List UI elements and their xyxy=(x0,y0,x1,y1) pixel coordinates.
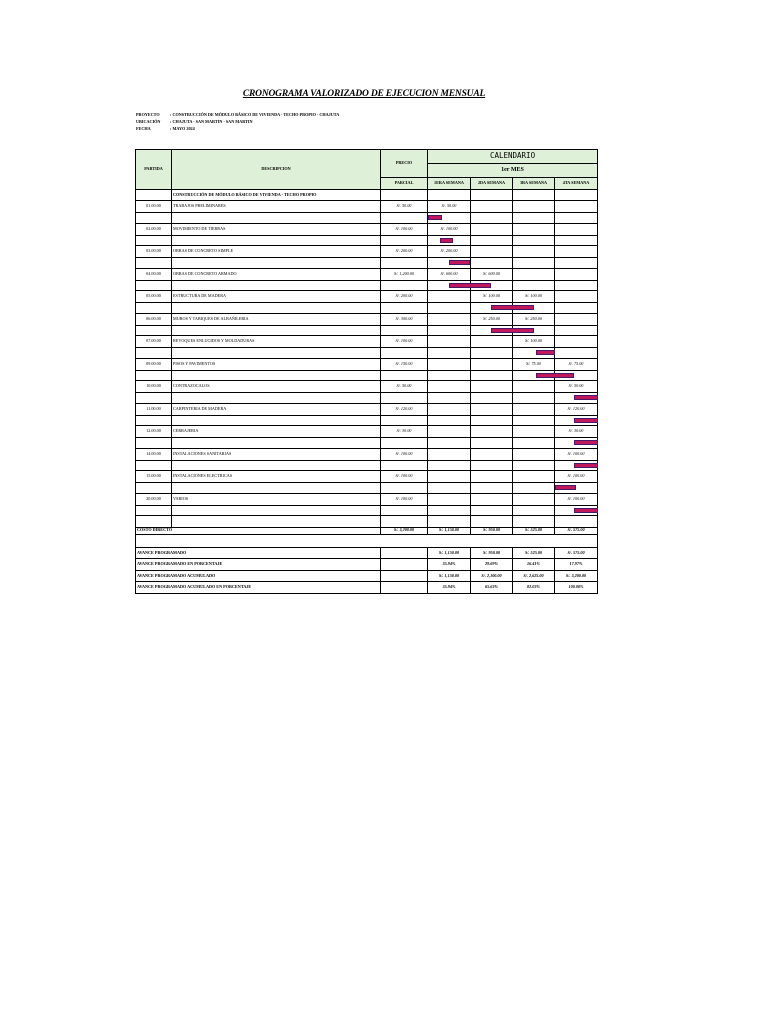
summary-week-value: 29.69% xyxy=(471,559,513,571)
summary-week-value: 35.94% xyxy=(428,559,471,571)
gantt-bar xyxy=(491,305,534,310)
header-mes: 1er MES xyxy=(428,164,598,178)
week-amount xyxy=(428,336,471,348)
gantt-cell xyxy=(136,235,172,246)
summary-week-value: S/. 2,100.00 xyxy=(471,570,513,582)
section-title: CONSTRUCCIÓN DE MÓDULO BÁSICO DE VIVIENDA - TECHO PROPIO xyxy=(172,189,381,201)
week-amount: S/. 100.00 xyxy=(555,448,598,460)
week-amount: S/. 600.00 xyxy=(428,268,471,280)
gantt-cell xyxy=(381,325,428,336)
gantt-cell xyxy=(428,415,471,426)
partida-parcial: S/. 100.00 xyxy=(381,471,428,483)
week-amount xyxy=(555,268,598,280)
gantt-cell xyxy=(471,213,513,224)
gantt-bar xyxy=(440,238,453,243)
summary-row xyxy=(136,582,598,594)
week-amount: S/. 100.00 xyxy=(428,223,471,235)
gantt-cell xyxy=(471,393,513,404)
header-partida: PARTIDA xyxy=(136,150,172,190)
gantt-cell xyxy=(513,280,555,291)
info-value: : MAYO 2024 xyxy=(170,126,195,131)
table-row xyxy=(136,268,598,280)
blank-row xyxy=(136,516,598,528)
costo-directo-label: COSTO DIRECTO xyxy=(136,527,381,534)
table-row xyxy=(136,291,598,303)
gantt-cell xyxy=(428,483,471,494)
gantt-cell xyxy=(471,438,513,449)
week-amount: S/. 120.00 xyxy=(555,403,598,415)
gantt-cell xyxy=(381,483,428,494)
week-amount xyxy=(428,358,471,370)
gantt-cell xyxy=(136,280,172,291)
gantt-cell xyxy=(172,415,381,426)
partida-description: VARIOS xyxy=(172,493,381,505)
partida-description: TRABAJOS PRELIMINARES xyxy=(172,201,381,213)
partida-code: 07.00.00 xyxy=(136,336,172,348)
gantt-bar xyxy=(574,440,597,445)
header-week-2: 2DA SEMANA xyxy=(471,178,513,190)
gantt-cell xyxy=(136,348,172,359)
week-amount: S/. 75.00 xyxy=(555,358,598,370)
info-row-ubicacion xyxy=(136,118,339,125)
gantt-cell xyxy=(428,438,471,449)
partida-code: 10.00.00 xyxy=(136,381,172,393)
partida-description: OBRAS DE CONCRETO SIMPLE xyxy=(172,246,381,258)
gantt-cell xyxy=(381,235,428,246)
week-amount xyxy=(513,268,555,280)
partida-code: 04.00.00 xyxy=(136,268,172,280)
gantt-bar xyxy=(449,283,492,288)
summary-row xyxy=(136,547,598,559)
gantt-row xyxy=(136,505,598,516)
partida-code: 09.00.00 xyxy=(136,358,172,370)
partida-parcial: S/. 50.00 xyxy=(381,381,428,393)
costo-directo-week: S/. 1,150.00 xyxy=(428,527,471,534)
summary-label: AVANCE PROGRAMADO EN PORCENTAJE xyxy=(136,559,381,571)
summary-label: AVANCE PROGRAMADO xyxy=(136,547,381,559)
header-week-3: 3RA SEMANA xyxy=(513,178,555,190)
summary-label: AVANCE PROGRAMADO ACUMULADO xyxy=(136,570,381,582)
week-amount xyxy=(555,246,598,258)
partida-parcial: S/. 120.00 xyxy=(381,403,428,415)
header-calendario: CALENDARIO xyxy=(428,150,598,164)
summary-week-value: 17.97% xyxy=(555,559,598,571)
summary-week-value: S/. 525.00 xyxy=(513,547,555,559)
gantt-row xyxy=(136,213,598,224)
partida-parcial: S/. 100.00 xyxy=(381,448,428,460)
partida-parcial: S/. 100.00 xyxy=(381,223,428,235)
gantt-cell xyxy=(136,303,172,314)
summary-week-value: 100.00% xyxy=(555,582,598,594)
partida-code: 06.00.00 xyxy=(136,313,172,325)
gantt-bar xyxy=(574,395,597,400)
gantt-cell xyxy=(172,483,381,494)
gantt-cell xyxy=(136,213,172,224)
week-amount: S/. 75.00 xyxy=(513,358,555,370)
summary-week-value: 82.03% xyxy=(513,582,555,594)
gantt-cell xyxy=(471,415,513,426)
empty-cell xyxy=(381,516,428,528)
empty-cell xyxy=(136,516,172,528)
partida-description: MUROS Y TABIQUES DE ALBAÑILERIA xyxy=(172,313,381,325)
gantt-cell xyxy=(172,235,381,246)
info-label: FECHA xyxy=(136,126,151,131)
week-amount xyxy=(555,336,598,348)
gantt-row xyxy=(136,483,598,494)
week-amount xyxy=(471,448,513,460)
gantt-cell xyxy=(136,415,172,426)
empty-cell xyxy=(513,189,555,201)
week-amount xyxy=(428,471,471,483)
summary-week-value: S/. 950.00 xyxy=(471,547,513,559)
gantt-cell xyxy=(471,370,513,381)
partida-parcial: S/. 300.00 xyxy=(381,313,428,325)
week-amount xyxy=(471,201,513,213)
gantt-cell xyxy=(136,258,172,269)
gantt-bar xyxy=(491,328,534,333)
gantt-cell xyxy=(513,393,555,404)
week-amount xyxy=(513,448,555,460)
week-amount xyxy=(555,313,598,325)
gantt-cell xyxy=(136,325,172,336)
week-amount xyxy=(471,403,513,415)
empty-cell xyxy=(471,516,513,528)
table-row xyxy=(136,246,598,258)
week-amount xyxy=(428,403,471,415)
summary-label: AVANCE PROGRAMADO ACUMULADO EN PORCENTAJE xyxy=(136,582,381,594)
partida-parcial: S/. 30.00 xyxy=(381,426,428,438)
empty-cell xyxy=(555,189,598,201)
partida-description: CONTRAZOCALOS xyxy=(172,381,381,393)
gantt-bar xyxy=(428,215,443,220)
gantt-bar xyxy=(555,485,576,490)
gantt-cell xyxy=(381,348,428,359)
summary-week-value: S/. 575.00 xyxy=(555,547,598,559)
partida-parcial: S/. 100.00 xyxy=(381,493,428,505)
gantt-cell xyxy=(381,415,428,426)
gantt-cell xyxy=(172,505,381,516)
week-amount xyxy=(471,223,513,235)
table-row xyxy=(136,403,598,415)
gantt-cell xyxy=(136,505,172,516)
summary-week-value: S/. 3,200.00 xyxy=(555,570,598,582)
gantt-cell xyxy=(172,348,381,359)
week-amount xyxy=(471,426,513,438)
week-amount xyxy=(513,493,555,505)
gantt-row xyxy=(136,438,598,449)
table-row xyxy=(136,426,598,438)
gantt-cell xyxy=(555,325,598,336)
empty-cell xyxy=(555,516,598,528)
week-amount: S/. 250.00 xyxy=(471,313,513,325)
info-label: UBICACIÓN xyxy=(136,119,161,124)
gantt-row xyxy=(136,280,598,291)
project-info xyxy=(136,111,339,132)
gantt-cell xyxy=(513,460,555,471)
gantt-cell xyxy=(172,325,381,336)
summary-row xyxy=(136,559,598,571)
week-amount xyxy=(428,291,471,303)
gantt-cell xyxy=(172,213,381,224)
partida-code: 03.00.00 xyxy=(136,246,172,258)
partida-parcial: S/. 200.00 xyxy=(381,246,428,258)
partida-code: 01.00.00 xyxy=(136,201,172,213)
week-amount xyxy=(513,381,555,393)
info-label: PROYECTO xyxy=(136,112,160,117)
gantt-cell xyxy=(513,258,555,269)
gantt-cell xyxy=(172,370,381,381)
week-amount xyxy=(428,381,471,393)
gantt-row xyxy=(136,393,598,404)
gantt-cell xyxy=(381,438,428,449)
gantt-row xyxy=(136,348,598,359)
partida-parcial: S/. 100.00 xyxy=(381,336,428,348)
summary-week-value: S/. 1,150.00 xyxy=(428,570,471,582)
info-value: : CONSTRUCCIÓN DE MÓDULO BÁSICO DE VIVIENDA - TECHO PROPIO - CHAJUTA xyxy=(170,112,340,117)
partida-description: ESTRUCTURA DE MADERA xyxy=(172,291,381,303)
empty-cell xyxy=(428,189,471,201)
table-row xyxy=(136,471,598,483)
week-amount xyxy=(471,358,513,370)
partida-code: 14.00.00 xyxy=(136,448,172,460)
gantt-cell xyxy=(555,280,598,291)
week-amount xyxy=(555,223,598,235)
empty-cell xyxy=(172,516,381,528)
gantt-cell xyxy=(471,483,513,494)
gantt-cell xyxy=(428,505,471,516)
gantt-bar xyxy=(449,260,470,265)
gantt-cell xyxy=(471,348,513,359)
empty-cell xyxy=(381,570,428,582)
partida-code: 11.00.00 xyxy=(136,403,172,415)
gantt-cell xyxy=(136,438,172,449)
info-value: : CHAJUTA - SAN MARTIN - SAN MARTIN xyxy=(170,119,253,124)
empty-cell xyxy=(513,516,555,528)
partida-parcial: S/. 150.00 xyxy=(381,358,428,370)
week-amount xyxy=(428,448,471,460)
empty-cell xyxy=(381,559,428,571)
gantt-cell xyxy=(513,235,555,246)
gantt-cell xyxy=(381,370,428,381)
gantt-cell xyxy=(172,393,381,404)
gantt-cell xyxy=(513,213,555,224)
section-code-cell xyxy=(136,189,172,201)
costo-directo-week: S/. 525.00 xyxy=(513,527,555,534)
gantt-row xyxy=(136,235,598,246)
gantt-bar xyxy=(536,350,555,355)
partida-description: INSTALACIONES ELECTRICAS xyxy=(172,471,381,483)
gantt-cell xyxy=(428,393,471,404)
week-amount xyxy=(555,291,598,303)
gantt-cell xyxy=(471,258,513,269)
partida-code: 15.00.00 xyxy=(136,471,172,483)
partida-description: PISOS Y PAVIMENTOS xyxy=(172,358,381,370)
spacer-row xyxy=(136,534,598,547)
partida-description: CERRAJERIA xyxy=(172,426,381,438)
gantt-cell xyxy=(381,258,428,269)
gantt-cell xyxy=(381,393,428,404)
gantt-cell xyxy=(136,460,172,471)
gantt-cell xyxy=(513,505,555,516)
gantt-cell xyxy=(428,370,471,381)
week-amount: S/. 100.00 xyxy=(513,336,555,348)
header-week-1: 1ERA SEMANA xyxy=(428,178,471,190)
partida-parcial: S/. 200.00 xyxy=(381,291,428,303)
summary-week-value: S/. 2,625.00 xyxy=(513,570,555,582)
week-amount xyxy=(513,223,555,235)
schedule-grid xyxy=(135,149,597,589)
gantt-row xyxy=(136,460,598,471)
summary-week-value: S/. 1,150.00 xyxy=(428,547,471,559)
week-amount xyxy=(471,471,513,483)
week-amount xyxy=(428,426,471,438)
info-row-proyecto xyxy=(136,111,339,118)
week-amount xyxy=(471,336,513,348)
gantt-cell xyxy=(381,303,428,314)
table-row xyxy=(136,223,598,235)
info-row-fecha xyxy=(136,125,339,132)
partida-description: OBRAS DE CONCRETO ARMADO xyxy=(172,268,381,280)
gantt-row xyxy=(136,415,598,426)
partida-code: 12.00.00 xyxy=(136,426,172,438)
partida-code: 20.00.00 xyxy=(136,493,172,505)
gantt-cell xyxy=(513,415,555,426)
week-amount xyxy=(513,426,555,438)
week-amount: S/. 100.00 xyxy=(555,471,598,483)
header-parcial: PARCIAL xyxy=(381,178,428,190)
gantt-bar xyxy=(574,508,597,513)
gantt-row xyxy=(136,258,598,269)
empty-cell xyxy=(381,582,428,594)
gantt-bar xyxy=(574,463,597,468)
week-amount: S/. 30.00 xyxy=(555,426,598,438)
gantt-cell xyxy=(172,460,381,471)
week-amount: S/. 50.00 xyxy=(555,381,598,393)
gantt-bar xyxy=(574,418,597,423)
gantt-cell xyxy=(555,348,598,359)
gantt-cell xyxy=(428,303,471,314)
costo-directo-week: S/. 950.00 xyxy=(471,527,513,534)
summary-week-value: 16.41% xyxy=(513,559,555,571)
empty-cell xyxy=(471,189,513,201)
week-amount xyxy=(471,381,513,393)
gantt-cell xyxy=(172,438,381,449)
table-row xyxy=(136,358,598,370)
gantt-cell xyxy=(381,460,428,471)
gantt-cell xyxy=(513,438,555,449)
week-amount: S/. 50.00 xyxy=(428,201,471,213)
gantt-cell xyxy=(136,483,172,494)
week-amount xyxy=(471,493,513,505)
costo-directo-row xyxy=(136,527,598,534)
gantt-cell xyxy=(471,460,513,471)
table-row xyxy=(136,448,598,460)
header-precio: PRECIO xyxy=(381,150,428,178)
gantt-row xyxy=(136,370,598,381)
partida-description: CARPINTERIA DE MADERA xyxy=(172,403,381,415)
week-amount xyxy=(428,493,471,505)
week-amount xyxy=(555,201,598,213)
partida-description: MOVIMIENTO DE TIERRAS xyxy=(172,223,381,235)
week-amount: S/. 600.00 xyxy=(471,268,513,280)
gantt-cell xyxy=(513,483,555,494)
summary-week-value: 35.94% xyxy=(428,582,471,594)
spacer-cell xyxy=(136,534,598,547)
week-amount xyxy=(428,313,471,325)
week-amount xyxy=(513,246,555,258)
week-amount: S/. 100.00 xyxy=(555,493,598,505)
gantt-cell xyxy=(172,258,381,269)
partida-code: 02.00.00 xyxy=(136,223,172,235)
gantt-cell xyxy=(136,393,172,404)
gantt-bar xyxy=(536,373,574,378)
week-amount: S/. 200.00 xyxy=(428,246,471,258)
header-descripcion: DESCRIPCION xyxy=(172,150,381,190)
header-week-4: 4TA SEMANA xyxy=(555,178,598,190)
week-amount: S/. 250.00 xyxy=(513,313,555,325)
partida-parcial: S/. 50.00 xyxy=(381,201,428,213)
gantt-cell xyxy=(428,325,471,336)
table-row xyxy=(136,201,598,213)
table-row xyxy=(136,336,598,348)
partida-code: 05.00.00 xyxy=(136,291,172,303)
gantt-cell xyxy=(381,213,428,224)
table-row xyxy=(136,493,598,505)
table-row xyxy=(136,381,598,393)
gantt-cell xyxy=(555,258,598,269)
costo-directo-week: S/. 575.00 xyxy=(555,527,598,534)
week-amount xyxy=(471,246,513,258)
partida-parcial: S/. 1,200.00 xyxy=(381,268,428,280)
gantt-cell xyxy=(381,505,428,516)
page-title: CRONOGRAMA VALORIZADO DE EJECUCION MENSUAL xyxy=(242,89,486,99)
gantt-cell xyxy=(555,303,598,314)
gantt-cell xyxy=(471,235,513,246)
gantt-cell xyxy=(172,280,381,291)
empty-cell xyxy=(381,547,428,559)
gantt-cell xyxy=(136,370,172,381)
empty-cell xyxy=(381,189,428,201)
table-row xyxy=(136,313,598,325)
week-amount xyxy=(513,471,555,483)
partida-description: INSTALACIONES SANITARIAS xyxy=(172,448,381,460)
week-amount: S/. 100.00 xyxy=(513,291,555,303)
week-amount: S/. 100.00 xyxy=(471,291,513,303)
gantt-cell xyxy=(381,280,428,291)
gantt-cell xyxy=(555,213,598,224)
schedule-table xyxy=(135,149,598,594)
costo-directo-parcial: S/. 3,200.00 xyxy=(381,527,428,534)
summary-row xyxy=(136,570,598,582)
gantt-cell xyxy=(471,505,513,516)
gantt-cell xyxy=(555,235,598,246)
week-amount xyxy=(513,403,555,415)
gantt-cell xyxy=(428,348,471,359)
summary-week-value: 65.63% xyxy=(471,582,513,594)
week-amount xyxy=(513,201,555,213)
gantt-cell xyxy=(428,460,471,471)
gantt-cell xyxy=(172,303,381,314)
empty-cell xyxy=(428,516,471,528)
partida-description: REVOQUES ENLUCIDOS Y MOLDADURAS xyxy=(172,336,381,348)
